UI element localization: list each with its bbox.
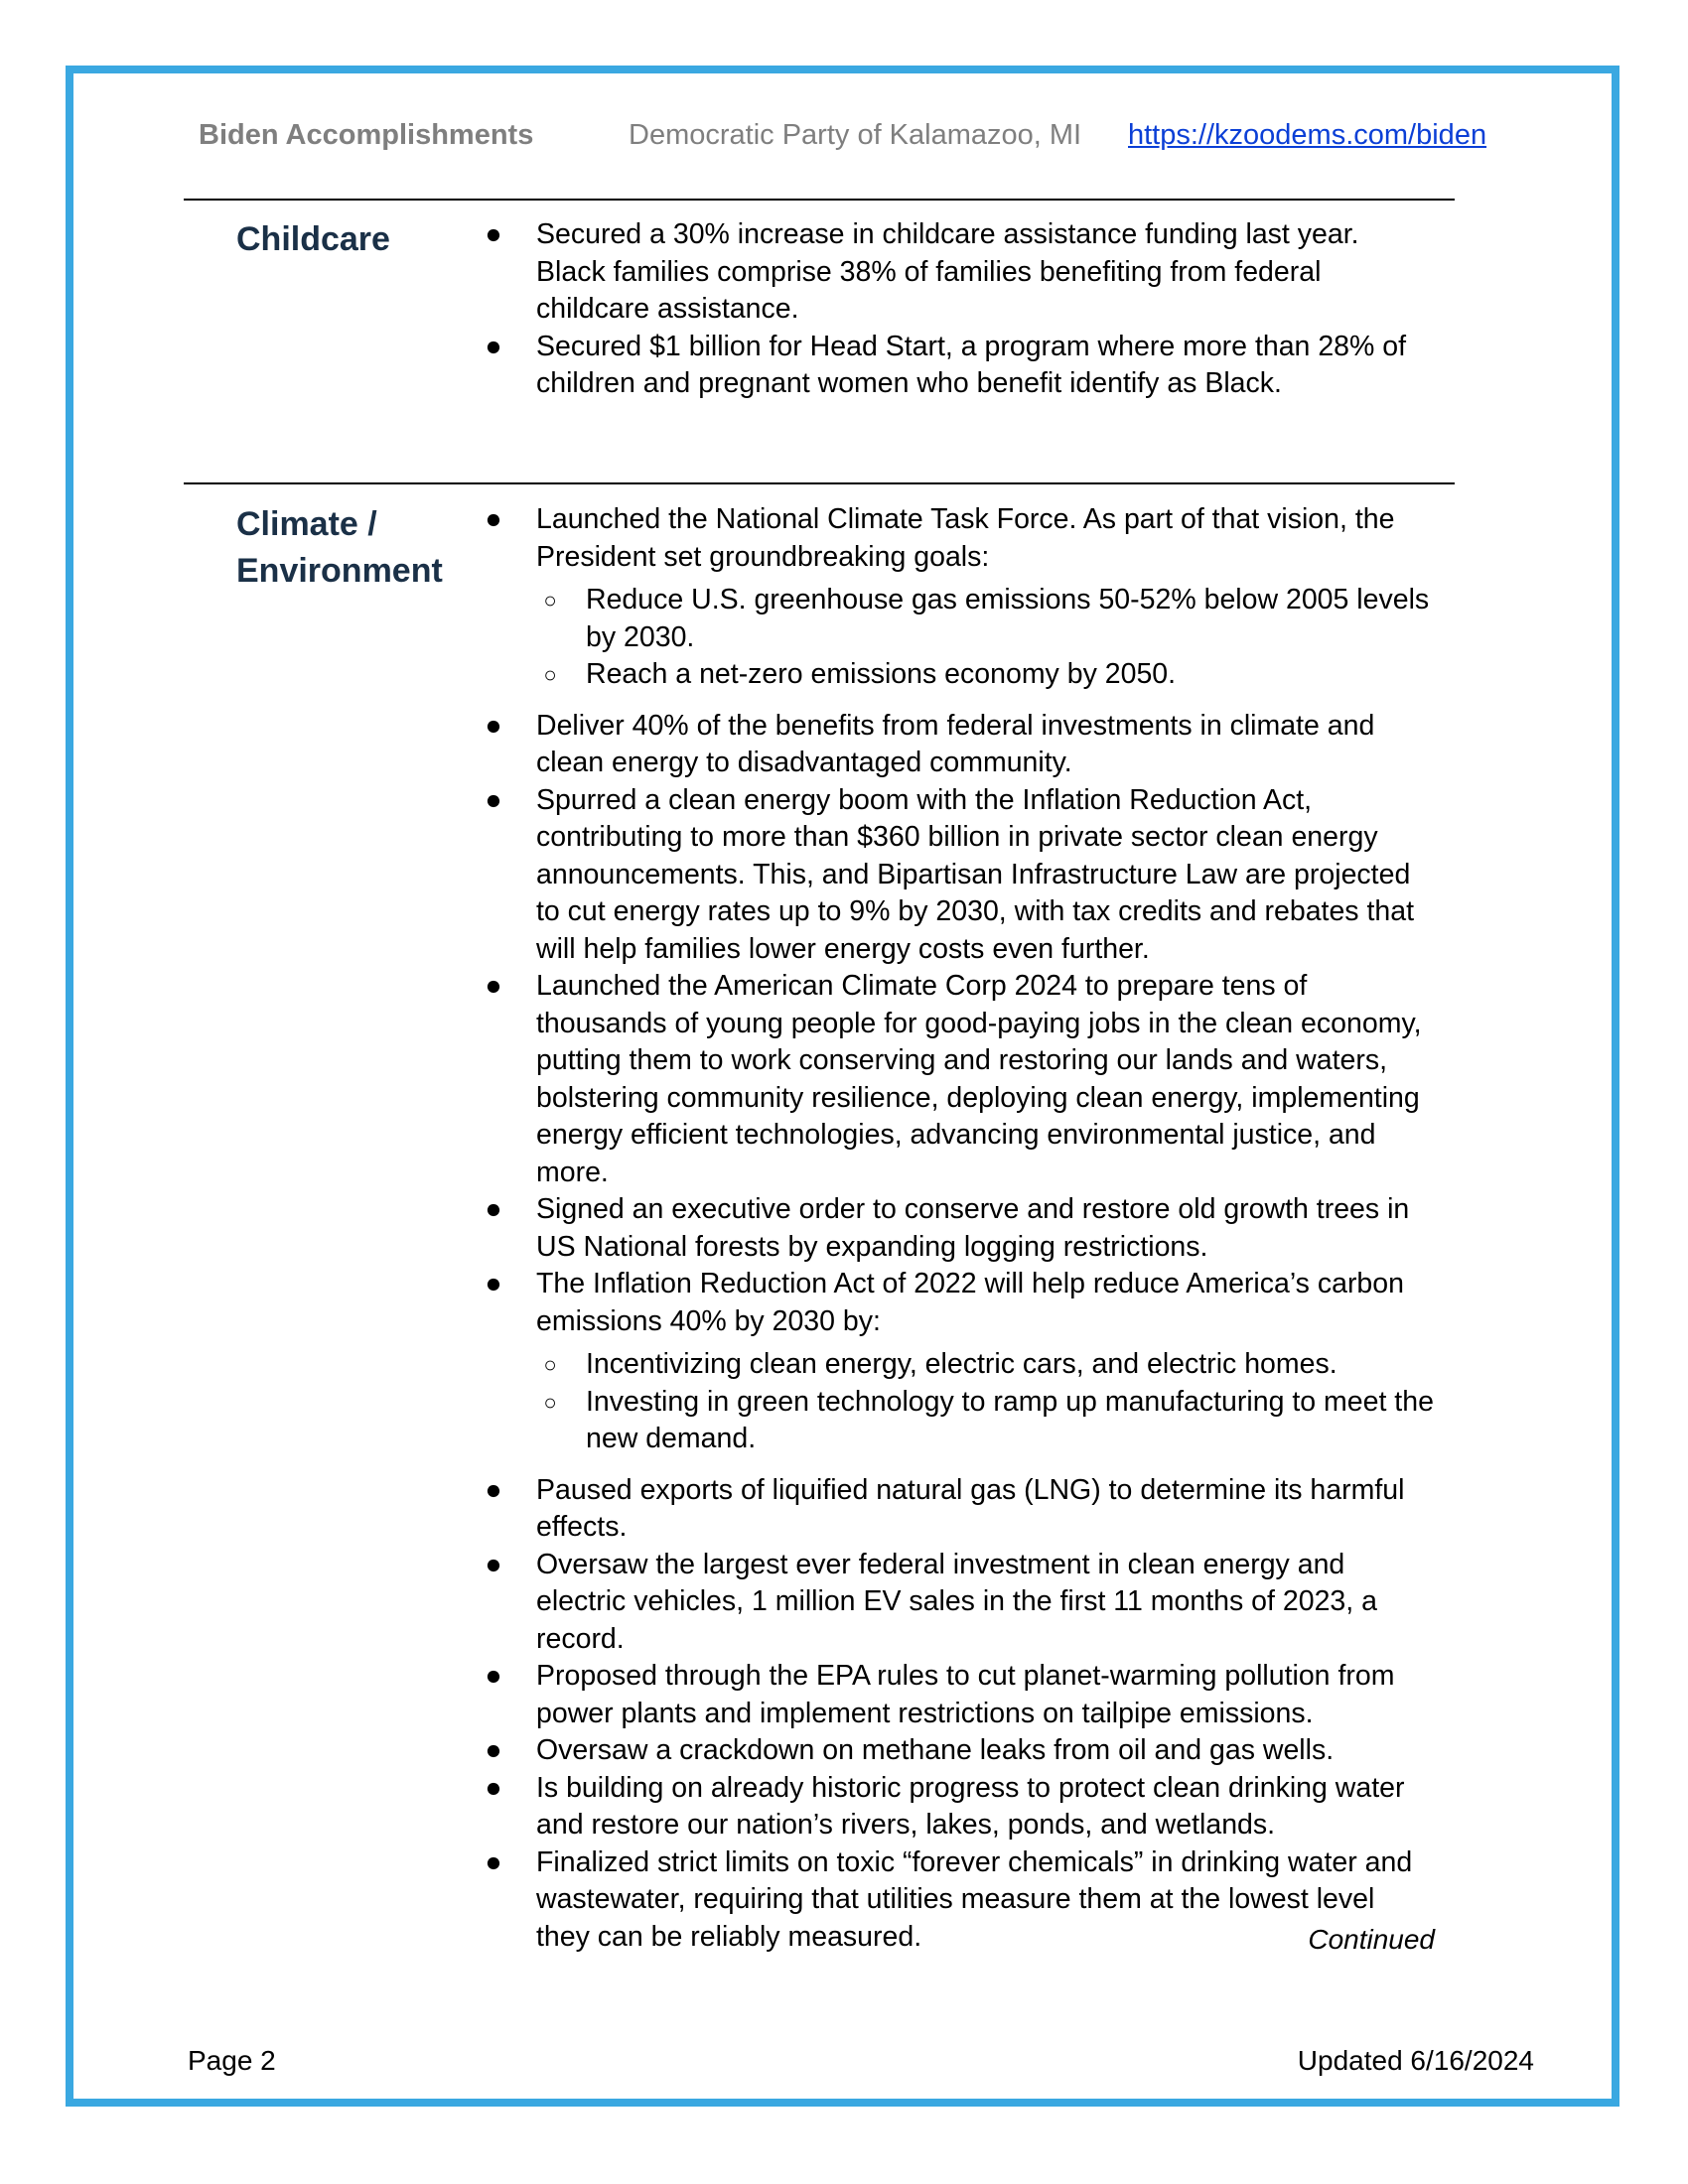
circle-bullet-icon: ○ (543, 588, 557, 613)
sub-list-item (543, 1346, 1435, 1384)
bullet-icon: ● (485, 709, 502, 742)
list-item (485, 501, 1435, 694)
bullet-icon: ● (485, 783, 502, 816)
bullet-icon: ● (485, 503, 502, 535)
sub-list-item (543, 656, 1435, 694)
list-item (485, 1472, 1435, 1547)
list-item (485, 1770, 1435, 1844)
list-item (485, 968, 1435, 1191)
circle-bullet-icon: ○ (543, 662, 557, 687)
list-item-text: Signed an executive order to conserve and restore old growth trees in US National forests by expanding logging restrictions. (536, 1193, 1410, 1263)
list-item-text: Secured $1 billion for Head Start, a program where more than 28% of children and pregnant women who benefit identify as Black. (536, 330, 1407, 399)
sub-list (536, 582, 1435, 694)
bullet-icon: ● (485, 1473, 502, 1506)
circle-bullet-icon: ○ (543, 1352, 557, 1377)
list-item-text: The Inflation Reduction Act of 2022 will help reduce America’s carbon emissions 40% by 2030 by: (536, 1268, 1404, 1337)
list-item (485, 782, 1435, 969)
list-item (485, 216, 1435, 329)
list-item (485, 1191, 1435, 1266)
list-item-text: Launched the National Climate Task Force. As part of that vision, the President set groundbreaking goals: (536, 503, 1395, 573)
bullet-icon: ● (485, 1548, 502, 1580)
bullet-icon: ● (485, 1734, 502, 1766)
list-item (485, 1266, 1435, 1458)
bullet-icon: ● (485, 970, 502, 1002)
sub-list-item (543, 582, 1435, 656)
list-item (485, 1658, 1435, 1732)
list-item-text: Proposed through the EPA rules to cut planet-warming pollution from power plants and implement restrictions on tailpipe emissions. (536, 1660, 1395, 1729)
list-item (485, 1732, 1435, 1770)
bullet-icon: ● (485, 1771, 502, 1804)
list-item (485, 708, 1435, 782)
section-divider (184, 199, 1455, 201)
bullet-icon: ● (485, 1845, 502, 1878)
bullet-icon: ● (485, 1268, 502, 1299)
list-item-text: Deliver 40% of the benefits from federal investments in climate and clean energy to disadvantaged community. (536, 709, 1375, 778)
sub-list-item-text: Incentivizing clean energy, electric cars, and electric homes. (586, 1348, 1337, 1380)
sub-list-item-text: Investing in green technology to ramp up manufacturing to meet the new demand. (586, 1385, 1434, 1454)
list-item (485, 329, 1435, 403)
list-item (485, 1547, 1435, 1659)
section-title: Climate / Environment (236, 505, 443, 590)
section-title: Childcare (236, 220, 390, 258)
list-item-text: Paused exports of liquified natural gas (LNG) to determine its harmful effects. (536, 1473, 1405, 1543)
sub-list-item-text: Reduce U.S. greenhouse gas emissions 50-52% below 2005 levels by 2030. (586, 584, 1430, 653)
bullet-icon: ● (485, 1193, 502, 1225)
bullet-icon: ● (485, 1660, 502, 1692)
header-link[interactable]: https://kzoodems.com/biden (1128, 119, 1487, 151)
page-header (199, 119, 1499, 159)
section-divider (184, 482, 1455, 484)
list-item-text: Spurred a clean energy boom with the Inflation Reduction Act, contributing to more than $360 billion in private sector clean energy announcements. This, and Bipartisan Infrastructure Law are projected to cut energy rates up to 9% by 2030, with tax credits and rebates that will help families lower energy costs even further. (536, 783, 1415, 965)
header-title: Biden Accomplishments (199, 119, 534, 151)
updated-date: Updated 6/16/2024 (1297, 2045, 1534, 2076)
sub-list-item (543, 1384, 1435, 1458)
bullet-icon: ● (485, 330, 502, 362)
continued-label: Continued (1308, 1924, 1435, 1955)
list-item-text: Oversaw the largest ever federal investment in clean energy and electric vehicles, 1 million EV sales in the first 11 months of 2023, a record. (536, 1548, 1377, 1655)
list-item-text: Secured a 30% increase in childcare assistance funding last year. Black families comprise 38% of families benefiting from federal childcare assistance. (536, 218, 1359, 325)
list-item-text: Is building on already historic progress to protect clean drinking water and restore our nation’s rivers, lakes, ponds, and wetlands. (536, 1771, 1405, 1841)
sub-list-item-text: Reach a net-zero emissions economy by 2050. (586, 658, 1177, 690)
bullet-list (485, 216, 1435, 403)
bullet-icon: ● (485, 218, 502, 250)
circle-bullet-icon: ○ (543, 1389, 557, 1415)
sub-list (536, 1346, 1435, 1458)
bullet-list (485, 501, 1435, 1956)
header-org: Democratic Party of Kalamazoo, MI (629, 119, 1082, 151)
page-number: Page 2 (188, 2045, 276, 2076)
list-item-text: Launched the American Climate Corp 2024 to prepare tens of thousands of young people for good-paying jobs in the clean economy, putting them to work conserving and restoring our lands and waters, bolstering community resilience, deploying clean energy, implementing energy efficient technologies, advancing environmental justice, and more. (536, 970, 1422, 1188)
list-item-text: Oversaw a crackdown on methane leaks from oil and gas wells. (536, 1734, 1335, 1766)
list-item-text: Finalized strict limits on toxic “forever chemicals” in drinking water and wastewater, requiring that utilities measure them at the lowest level they can be reliably measured. (536, 1845, 1413, 1953)
